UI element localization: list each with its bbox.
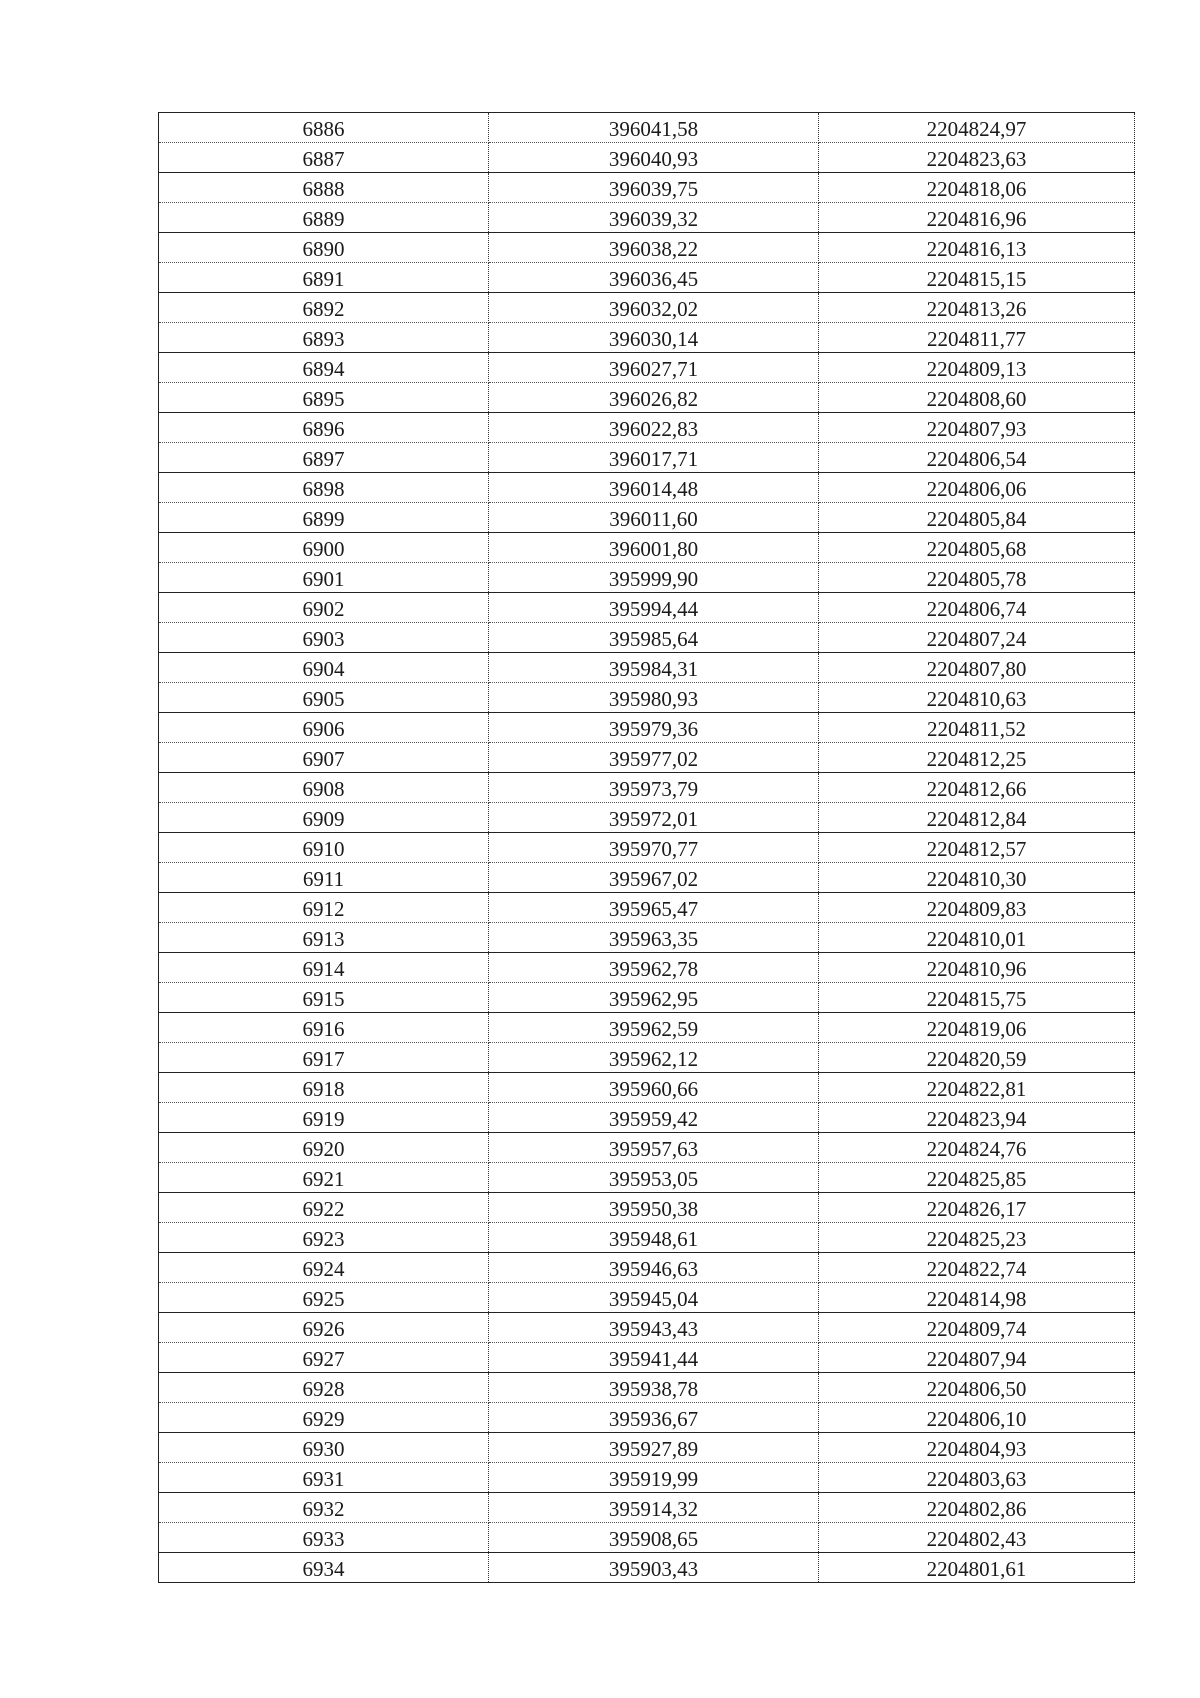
y-coordinate-cell: 2204805,84 bbox=[819, 503, 1135, 533]
table-row bbox=[159, 953, 1135, 983]
x-coordinate-cell: 395927,89 bbox=[489, 1433, 819, 1463]
table-row bbox=[159, 1433, 1135, 1463]
y-coordinate-cell: 2204814,98 bbox=[819, 1283, 1135, 1313]
x-coordinate-cell: 395959,42 bbox=[489, 1103, 819, 1133]
point-number-cell: 6920 bbox=[159, 1133, 489, 1163]
point-number-cell: 6891 bbox=[159, 263, 489, 293]
table-row bbox=[159, 1493, 1135, 1523]
point-number-cell: 6919 bbox=[159, 1103, 489, 1133]
table-row bbox=[159, 533, 1135, 563]
x-coordinate-cell: 395965,47 bbox=[489, 893, 819, 923]
y-coordinate-cell: 2204808,60 bbox=[819, 383, 1135, 413]
x-coordinate-cell: 395938,78 bbox=[489, 1373, 819, 1403]
y-coordinate-cell: 2204809,74 bbox=[819, 1313, 1135, 1343]
y-coordinate-cell: 2204825,85 bbox=[819, 1163, 1135, 1193]
table-row bbox=[159, 983, 1135, 1013]
x-coordinate-cell: 396040,93 bbox=[489, 143, 819, 173]
x-coordinate-cell: 395960,66 bbox=[489, 1073, 819, 1103]
point-number-cell: 6917 bbox=[159, 1043, 489, 1073]
table-row bbox=[159, 143, 1135, 173]
y-coordinate-cell: 2204810,96 bbox=[819, 953, 1135, 983]
table-row bbox=[159, 1163, 1135, 1193]
y-coordinate-cell: 2204806,06 bbox=[819, 473, 1135, 503]
x-coordinate-cell: 395962,78 bbox=[489, 953, 819, 983]
table-row bbox=[159, 743, 1135, 773]
point-number-cell: 6912 bbox=[159, 893, 489, 923]
y-coordinate-cell: 2204810,30 bbox=[819, 863, 1135, 893]
x-coordinate-cell: 395962,95 bbox=[489, 983, 819, 1013]
x-coordinate-cell: 396030,14 bbox=[489, 323, 819, 353]
y-coordinate-cell: 2204801,61 bbox=[819, 1553, 1135, 1583]
x-coordinate-cell: 395943,43 bbox=[489, 1313, 819, 1343]
point-number-cell: 6901 bbox=[159, 563, 489, 593]
x-coordinate-cell: 396038,22 bbox=[489, 233, 819, 263]
y-coordinate-cell: 2204805,68 bbox=[819, 533, 1135, 563]
x-coordinate-cell: 396039,32 bbox=[489, 203, 819, 233]
table-row bbox=[159, 443, 1135, 473]
table-row bbox=[159, 383, 1135, 413]
x-coordinate-cell: 396039,75 bbox=[489, 173, 819, 203]
point-number-cell: 6887 bbox=[159, 143, 489, 173]
table-row bbox=[159, 1373, 1135, 1403]
y-coordinate-cell: 2204826,17 bbox=[819, 1193, 1135, 1223]
x-coordinate-cell: 395914,32 bbox=[489, 1493, 819, 1523]
table-row bbox=[159, 563, 1135, 593]
table-row bbox=[159, 773, 1135, 803]
point-number-cell: 6886 bbox=[159, 113, 489, 143]
point-number-cell: 6907 bbox=[159, 743, 489, 773]
y-coordinate-cell: 2204824,76 bbox=[819, 1133, 1135, 1163]
y-coordinate-cell: 2204805,78 bbox=[819, 563, 1135, 593]
y-coordinate-cell: 2204806,54 bbox=[819, 443, 1135, 473]
table-row bbox=[159, 833, 1135, 863]
y-coordinate-cell: 2204803,63 bbox=[819, 1463, 1135, 1493]
x-coordinate-cell: 395985,64 bbox=[489, 623, 819, 653]
x-coordinate-cell: 395977,02 bbox=[489, 743, 819, 773]
x-coordinate-cell: 396014,48 bbox=[489, 473, 819, 503]
point-number-cell: 6916 bbox=[159, 1013, 489, 1043]
point-number-cell: 6890 bbox=[159, 233, 489, 263]
point-number-cell: 6905 bbox=[159, 683, 489, 713]
table-row bbox=[159, 473, 1135, 503]
y-coordinate-cell: 2204811,77 bbox=[819, 323, 1135, 353]
coordinates-table bbox=[158, 112, 1135, 1583]
table-row bbox=[159, 503, 1135, 533]
coordinates-table-body bbox=[159, 113, 1135, 1583]
point-number-cell: 6932 bbox=[159, 1493, 489, 1523]
table-row bbox=[159, 1043, 1135, 1073]
point-number-cell: 6910 bbox=[159, 833, 489, 863]
table-row bbox=[159, 1463, 1135, 1493]
table-row bbox=[159, 353, 1135, 383]
y-coordinate-cell: 2204815,75 bbox=[819, 983, 1135, 1013]
y-coordinate-cell: 2204807,24 bbox=[819, 623, 1135, 653]
x-coordinate-cell: 395908,65 bbox=[489, 1523, 819, 1553]
x-coordinate-cell: 395973,79 bbox=[489, 773, 819, 803]
table-row bbox=[159, 113, 1135, 143]
table-row bbox=[159, 1103, 1135, 1133]
point-number-cell: 6927 bbox=[159, 1343, 489, 1373]
table-row bbox=[159, 1193, 1135, 1223]
point-number-cell: 6928 bbox=[159, 1373, 489, 1403]
table-row bbox=[159, 323, 1135, 353]
point-number-cell: 6906 bbox=[159, 713, 489, 743]
table-row bbox=[159, 923, 1135, 953]
y-coordinate-cell: 2204812,57 bbox=[819, 833, 1135, 863]
point-number-cell: 6933 bbox=[159, 1523, 489, 1553]
y-coordinate-cell: 2204806,10 bbox=[819, 1403, 1135, 1433]
y-coordinate-cell: 2204807,94 bbox=[819, 1343, 1135, 1373]
point-number-cell: 6923 bbox=[159, 1223, 489, 1253]
table-row bbox=[159, 233, 1135, 263]
y-coordinate-cell: 2204825,23 bbox=[819, 1223, 1135, 1253]
x-coordinate-cell: 395967,02 bbox=[489, 863, 819, 893]
point-number-cell: 6931 bbox=[159, 1463, 489, 1493]
table-row bbox=[159, 293, 1135, 323]
table-row bbox=[159, 893, 1135, 923]
x-coordinate-cell: 395984,31 bbox=[489, 653, 819, 683]
y-coordinate-cell: 2204813,26 bbox=[819, 293, 1135, 323]
table-row bbox=[159, 623, 1135, 653]
point-number-cell: 6900 bbox=[159, 533, 489, 563]
table-row bbox=[159, 1553, 1135, 1583]
point-number-cell: 6929 bbox=[159, 1403, 489, 1433]
x-coordinate-cell: 395957,63 bbox=[489, 1133, 819, 1163]
table-row bbox=[159, 803, 1135, 833]
y-coordinate-cell: 2204807,93 bbox=[819, 413, 1135, 443]
y-coordinate-cell: 2204809,13 bbox=[819, 353, 1135, 383]
x-coordinate-cell: 396032,02 bbox=[489, 293, 819, 323]
point-number-cell: 6914 bbox=[159, 953, 489, 983]
x-coordinate-cell: 395994,44 bbox=[489, 593, 819, 623]
point-number-cell: 6913 bbox=[159, 923, 489, 953]
point-number-cell: 6895 bbox=[159, 383, 489, 413]
point-number-cell: 6922 bbox=[159, 1193, 489, 1223]
table-row bbox=[159, 1133, 1135, 1163]
x-coordinate-cell: 396017,71 bbox=[489, 443, 819, 473]
x-coordinate-cell: 395948,61 bbox=[489, 1223, 819, 1253]
table-row bbox=[159, 1013, 1135, 1043]
x-coordinate-cell: 395962,12 bbox=[489, 1043, 819, 1073]
point-number-cell: 6898 bbox=[159, 473, 489, 503]
x-coordinate-cell: 396001,80 bbox=[489, 533, 819, 563]
x-coordinate-cell: 396022,83 bbox=[489, 413, 819, 443]
x-coordinate-cell: 395972,01 bbox=[489, 803, 819, 833]
coordinates-sheet bbox=[158, 112, 1134, 1583]
x-coordinate-cell: 395979,36 bbox=[489, 713, 819, 743]
point-number-cell: 6934 bbox=[159, 1553, 489, 1583]
y-coordinate-cell: 2204816,96 bbox=[819, 203, 1135, 233]
x-coordinate-cell: 395941,44 bbox=[489, 1343, 819, 1373]
point-number-cell: 6897 bbox=[159, 443, 489, 473]
x-coordinate-cell: 396036,45 bbox=[489, 263, 819, 293]
table-row bbox=[159, 653, 1135, 683]
point-number-cell: 6918 bbox=[159, 1073, 489, 1103]
point-number-cell: 6926 bbox=[159, 1313, 489, 1343]
point-number-cell: 6908 bbox=[159, 773, 489, 803]
table-row bbox=[159, 713, 1135, 743]
point-number-cell: 6888 bbox=[159, 173, 489, 203]
table-row bbox=[159, 593, 1135, 623]
point-number-cell: 6909 bbox=[159, 803, 489, 833]
point-number-cell: 6924 bbox=[159, 1253, 489, 1283]
x-coordinate-cell: 395999,90 bbox=[489, 563, 819, 593]
y-coordinate-cell: 2204822,81 bbox=[819, 1073, 1135, 1103]
table-row bbox=[159, 413, 1135, 443]
y-coordinate-cell: 2204810,63 bbox=[819, 683, 1135, 713]
y-coordinate-cell: 2204810,01 bbox=[819, 923, 1135, 953]
table-row bbox=[159, 1523, 1135, 1553]
x-coordinate-cell: 396027,71 bbox=[489, 353, 819, 383]
x-coordinate-cell: 395980,93 bbox=[489, 683, 819, 713]
table-row bbox=[159, 1223, 1135, 1253]
x-coordinate-cell: 395903,43 bbox=[489, 1553, 819, 1583]
x-coordinate-cell: 395945,04 bbox=[489, 1283, 819, 1313]
y-coordinate-cell: 2204819,06 bbox=[819, 1013, 1135, 1043]
y-coordinate-cell: 2204818,06 bbox=[819, 173, 1135, 203]
point-number-cell: 6889 bbox=[159, 203, 489, 233]
point-number-cell: 6896 bbox=[159, 413, 489, 443]
point-number-cell: 6894 bbox=[159, 353, 489, 383]
table-row bbox=[159, 1343, 1135, 1373]
point-number-cell: 6921 bbox=[159, 1163, 489, 1193]
point-number-cell: 6904 bbox=[159, 653, 489, 683]
y-coordinate-cell: 2204806,50 bbox=[819, 1373, 1135, 1403]
y-coordinate-cell: 2204816,13 bbox=[819, 233, 1135, 263]
y-coordinate-cell: 2204822,74 bbox=[819, 1253, 1135, 1283]
point-number-cell: 6925 bbox=[159, 1283, 489, 1313]
table-row bbox=[159, 863, 1135, 893]
point-number-cell: 6915 bbox=[159, 983, 489, 1013]
x-coordinate-cell: 395970,77 bbox=[489, 833, 819, 863]
x-coordinate-cell: 396026,82 bbox=[489, 383, 819, 413]
y-coordinate-cell: 2204802,43 bbox=[819, 1523, 1135, 1553]
table-row bbox=[159, 683, 1135, 713]
table-row bbox=[159, 203, 1135, 233]
point-number-cell: 6892 bbox=[159, 293, 489, 323]
y-coordinate-cell: 2204812,84 bbox=[819, 803, 1135, 833]
y-coordinate-cell: 2204823,63 bbox=[819, 143, 1135, 173]
point-number-cell: 6911 bbox=[159, 863, 489, 893]
x-coordinate-cell: 395953,05 bbox=[489, 1163, 819, 1193]
y-coordinate-cell: 2204815,15 bbox=[819, 263, 1135, 293]
y-coordinate-cell: 2204823,94 bbox=[819, 1103, 1135, 1133]
table-row bbox=[159, 1253, 1135, 1283]
x-coordinate-cell: 396041,58 bbox=[489, 113, 819, 143]
y-coordinate-cell: 2204811,52 bbox=[819, 713, 1135, 743]
x-coordinate-cell: 395950,38 bbox=[489, 1193, 819, 1223]
table-row bbox=[159, 1073, 1135, 1103]
y-coordinate-cell: 2204809,83 bbox=[819, 893, 1135, 923]
y-coordinate-cell: 2204804,93 bbox=[819, 1433, 1135, 1463]
y-coordinate-cell: 2204802,86 bbox=[819, 1493, 1135, 1523]
table-row bbox=[159, 1313, 1135, 1343]
y-coordinate-cell: 2204812,25 bbox=[819, 743, 1135, 773]
point-number-cell: 6893 bbox=[159, 323, 489, 353]
table-row bbox=[159, 1283, 1135, 1313]
x-coordinate-cell: 395946,63 bbox=[489, 1253, 819, 1283]
point-number-cell: 6930 bbox=[159, 1433, 489, 1463]
table-row bbox=[159, 1403, 1135, 1433]
y-coordinate-cell: 2204824,97 bbox=[819, 113, 1135, 143]
table-row bbox=[159, 263, 1135, 293]
table-row bbox=[159, 173, 1135, 203]
point-number-cell: 6899 bbox=[159, 503, 489, 533]
x-coordinate-cell: 395936,67 bbox=[489, 1403, 819, 1433]
point-number-cell: 6903 bbox=[159, 623, 489, 653]
x-coordinate-cell: 395963,35 bbox=[489, 923, 819, 953]
x-coordinate-cell: 395962,59 bbox=[489, 1013, 819, 1043]
y-coordinate-cell: 2204807,80 bbox=[819, 653, 1135, 683]
y-coordinate-cell: 2204806,74 bbox=[819, 593, 1135, 623]
x-coordinate-cell: 396011,60 bbox=[489, 503, 819, 533]
y-coordinate-cell: 2204820,59 bbox=[819, 1043, 1135, 1073]
point-number-cell: 6902 bbox=[159, 593, 489, 623]
x-coordinate-cell: 395919,99 bbox=[489, 1463, 819, 1493]
y-coordinate-cell: 2204812,66 bbox=[819, 773, 1135, 803]
